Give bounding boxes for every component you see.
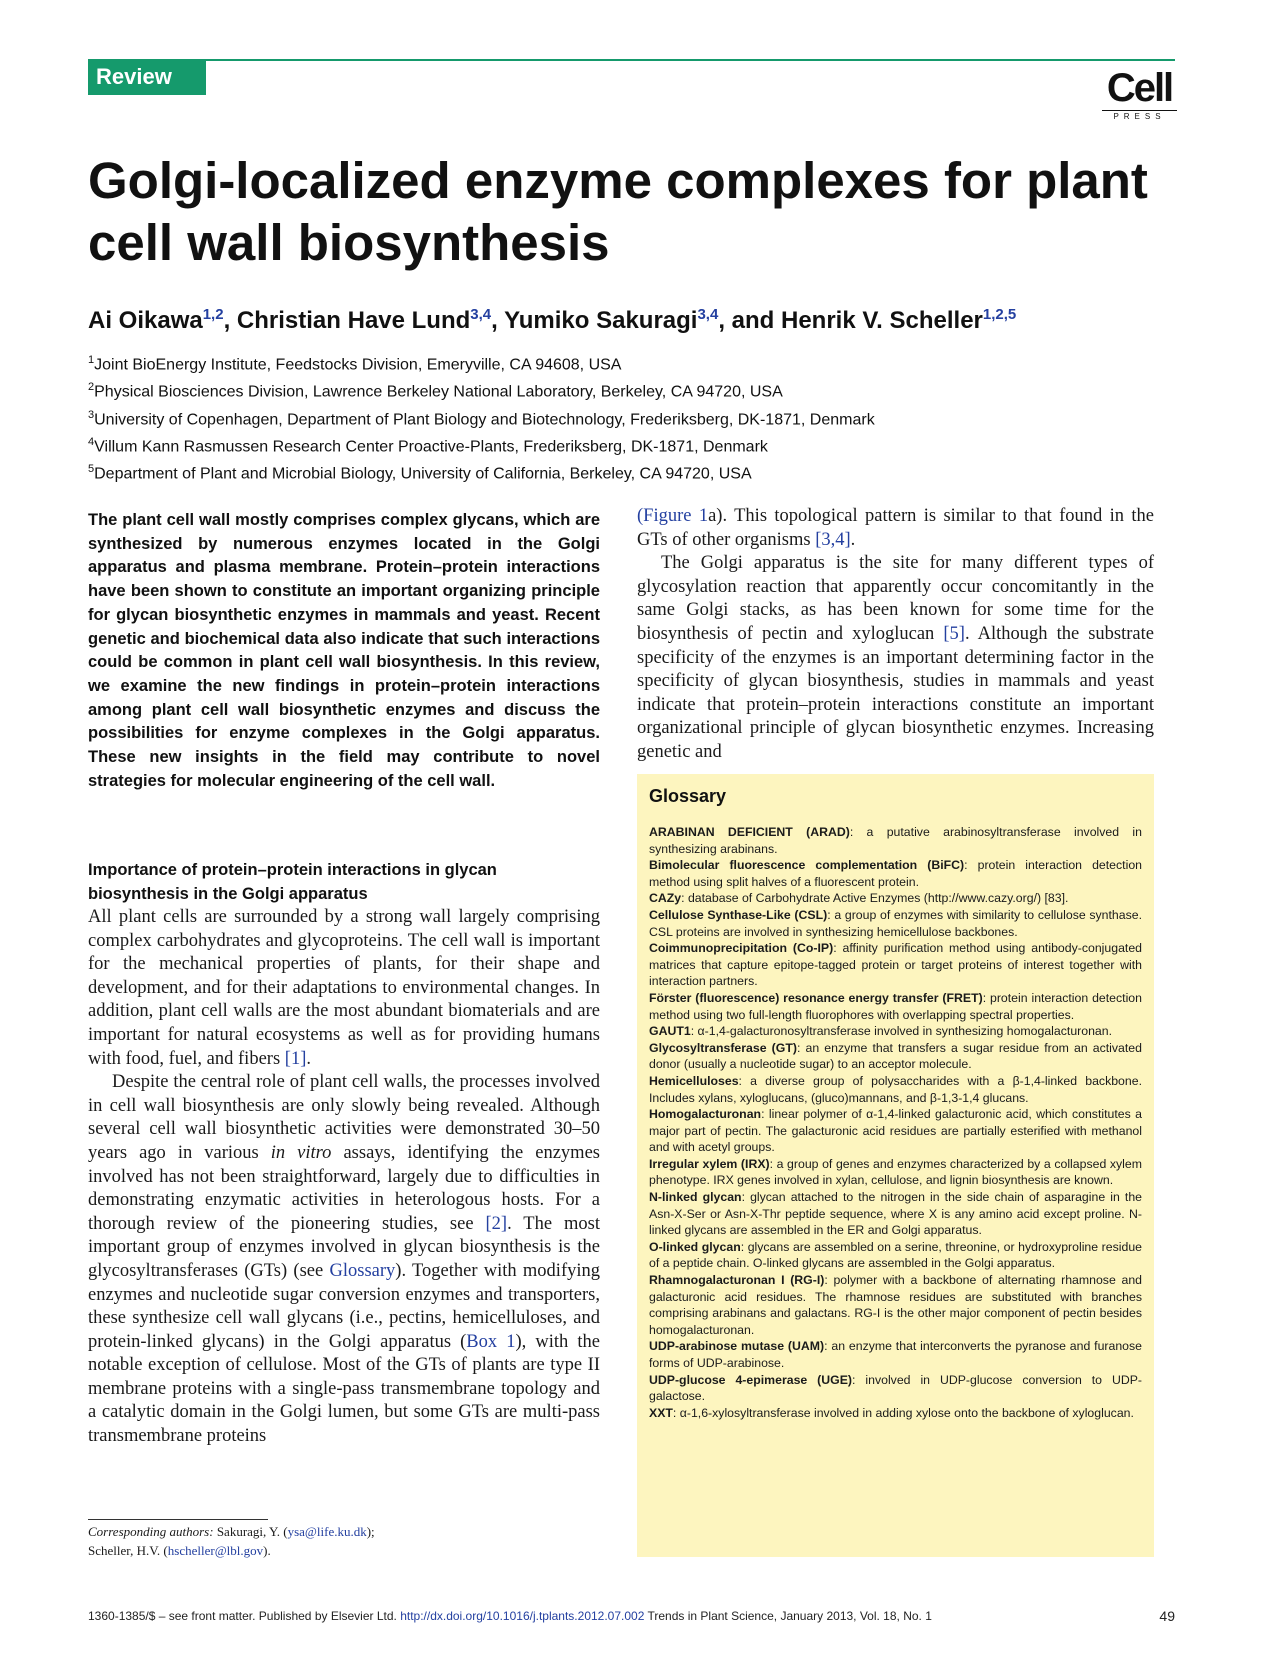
glossary-entry [649,1189,1142,1239]
affiliation [88,431,1188,458]
author-sep: , [223,307,237,334]
author-sep: , and [718,307,781,334]
glossary-entry [649,1073,1142,1106]
text: All plant cells are surrounded by a strong wall largely comprising complex carbohydrates and glycoproteins. The cell wall is important for the mechanical properties of plants, for their shape and development, and for their adaptations to environmental changes. In addition, plant cell walls are the most abundant biomaterials and are important for natural ecosystems as well as for providing humans with food, fuel, and fibers [88,907,600,1069]
author: Yumiko Sakuragi [504,307,698,334]
glossary-def: : a diverse group of polysaccharides with a β-1,4-linked backbone. Includes xylans, xyloglucans, (gluco)mannans, and β-1,3-1,4 glucans. [649,1073,1142,1105]
glossary-def: : linear polymer of α-1,4-linked galacturonic acid, which constitutes a major part of pectin. The galacturonic acid residues are partially esterified with methanol and with acetyl groups. [649,1107,1142,1155]
text: . The most important group of enzymes involved in glycan biosynthesis is the glycosyltransferases (GTs) (see [88,1213,600,1281]
text: The Golgi apparatus is the site for many different types of glycosylation reaction that apparently occur concomitantly in the same Golgi stacks, as has been known for some time for the biosynthesis of pectin and xyloglucan [637,553,1154,644]
glossary-term: Bimolecular fluorescence complementation (BiFC) [649,858,965,873]
glossary-def: : an enzyme that interconverts the pyranose and furanose forms of UDP-arabinose. [649,1339,1143,1370]
glossary-entry [649,1156,1142,1189]
glossary-def: : a putative arabinosyltransferase involved in synthesizing arabinans. [649,825,1142,856]
glossary-term: XXT [649,1405,673,1420]
box-link[interactable]: Box 1 [466,1331,516,1352]
glossary-entry [649,1272,1142,1338]
text: ). Together with modifying enzymes and nucleotide sugar conversion enzymes and transporters, these synthesize cell wall glycans (i.e., pectins, hemicelluloses, and protein-linked glycans) in the Golgi apparatus ( [88,1260,600,1352]
paragraph [637,505,1154,552]
header-rule [88,59,1175,61]
section-heading: Importance of protein–protein interactions in glycan biosynthesis in the Golgi apparatus [88,861,497,903]
glossary-def: : a group of genes and enzymes characterized by a collapsed xylem phenotype. IRX genes involved in xylan, cellulose, and lignin biosynthesis are known. [649,1156,1142,1188]
glossary-def: : α-1,6-xylosyltransferase involved in adding xylose onto the backbone of xyloglucan. [672,1405,1134,1420]
affiliation-text: Department of Plant and Microbial Biology, University of California, Berkeley, CA 94720, USA [94,465,752,483]
glossary-def: : database of Carbohydrate Active Enzymes (http://www.cazy.org/) [83]. [681,891,1069,906]
ref-link[interactable]: [1] [284,1048,307,1069]
affiliation [88,458,1188,485]
article-title: Golgi-localized enzyme complexes for plant cell wall biosynthesis [88,152,1148,271]
glossary-def: : affinity purification method using antibody-conjugated matrices that capture epitope-tagged protein or target proteins of interest together with interaction partners. [649,941,1142,989]
glossary-def: : α-1,4-galacturonosyltransferase involved in synthesizing homogalacturonan. [690,1024,1113,1039]
ref-link[interactable]: [5] [943,623,965,644]
footnote-rule [88,1519,268,1520]
glossary-entry [649,1023,1142,1040]
glossary-def: : glycans are assembled on a serine, threonine, or hydroxyproline residue of a peptide chain. O-linked glycans are assembled in the Golgi apparatus. [649,1239,1142,1271]
text: Sakuragi, Y. ( [213,1524,288,1539]
glossary-entry [649,1338,1142,1371]
glossary-term: Coimmunoprecipitation (Co-IP) [649,941,834,956]
glossary-term: CAZy [649,891,682,906]
doi-link[interactable]: http://dx.doi.org/10.1016/j.tplants.2012.07.002 [400,1609,645,1623]
glossary-entry [649,1106,1142,1156]
footer-journal: Trends in Plant Science, January 2013, Vol. 18, No. 1 [644,1609,932,1623]
glossary-def: : an enzyme that transfers a sugar residue from an activated donor (usually a nucleotide sugar) to an acceptor molecule. [649,1040,1142,1072]
footnote [88,1522,608,1560]
email-link[interactable]: hscheller@lbl.gov [167,1543,264,1558]
paragraph [88,906,600,1071]
glossary-def: : involved in UDP-glucose conversion to UDP-galactose. [649,1372,1142,1404]
glossary-term: UDP-glucose 4-epimerase (UGE) [649,1372,853,1387]
glossary-term: ARABINAN DEFICIENT (ARAD) [649,825,850,839]
glossary-entry [649,890,1142,907]
glossary-def: : glycan attached to the nitrogen in the side chain of asparagine in the Asn-X-Ser or Asn-X-Thr peptide sequence, where X is any amino acid except proline. N-linked glycans are assembled in the ER and Golgi apparatus. [649,1190,1142,1238]
glossary-entry [649,1405,1142,1422]
text: . Although the substrate specificity of the enzymes is an important determining factor in the specificity of glycan biosynthesis, studies in mammals and yeast indicate that protein–protein interactions constitute an important organizational principle of glycan biosynthetic enzymes. Increasing genetic and [637,623,1154,762]
affiliation-text: Joint BioEnergy Institute, Feedstocks Division, Emeryville, CA 94608, USA [94,356,622,374]
author-affil-sup: 1,2 [202,306,224,323]
glossary-term: Hemicelluloses [649,1073,739,1088]
author: Christian Have Lund [236,307,471,334]
glossary-entry [649,940,1142,990]
ref-link[interactable]: [3,4] [815,529,851,550]
glossary-entry [649,907,1142,940]
affiliation-text: Physical Biosciences Division, Lawrence Berkeley National Laboratory, Berkeley, CA 94720, USA [94,383,783,401]
glossary-term: N-linked glycan [649,1190,742,1205]
logo-press: PRESS [1102,110,1177,121]
affiliation-list [88,349,1188,486]
glossary-entry [649,1372,1142,1405]
email-link[interactable]: ysa@life.ku.dk [287,1524,367,1539]
glossary-title: Glossary [649,786,727,806]
author-sep: , [491,307,505,334]
glossary-def: : protein interaction detection method using two full-length fluorophores with overlapping spectral properties. [649,990,1142,1022]
affiliation-text: University of Copenhagen, Department of Plant Biology and Biotechnology, Frederiksberg, DK-1871, Denmark [94,410,875,428]
affiliation-num: 5 [88,463,95,476]
glossary-entry [649,1239,1142,1272]
text: ), with the notable exception of cellulose. Most of the GTs of plants are type II membrane proteins with a single-pass transmembrane topology and a catalytic domain in the Golgi lumen, but some GTs are multi-pass transmembrane proteins [88,1331,600,1447]
footnote-label: Corresponding authors: [88,1524,214,1539]
glossary-def: : protein interaction detection method using split halves of a fluorescent protein. [649,858,1142,889]
author-affil-sup: 3,4 [470,306,492,323]
glossary-entry [649,857,1142,890]
glossary-link[interactable]: Glossary [329,1260,396,1281]
affiliation [88,376,1188,403]
figure-link[interactable]: (Figure 1 [637,506,709,526]
text: ); [366,1524,375,1539]
affiliation-text: Villum Kann Rasmussen Research Center Proactive-Plants, Frederiksberg, DK-1871, Denmark [94,438,768,456]
text: Scheller, H.V. ( [88,1543,168,1558]
glossary-entry [649,1040,1142,1073]
author: Ai Oikawa [88,307,203,334]
author-list [88,299,1188,337]
page-number: 49 [1159,1608,1175,1624]
page-footer [88,1608,1175,1624]
glossary-term: O-linked glycan [649,1239,741,1254]
footnote-line [88,1522,608,1541]
glossary-term: GAUT1 [649,1024,691,1039]
affiliation-num: 4 [88,435,95,448]
glossary-term: UDP-arabinose mutase (UAM) [649,1339,825,1354]
text: Despite the central role of plant cell walls, the processes involved in cell wall biosynthesis are only slowly being revealed. Although several cell wall biosynthetic activities were demonstrated 30–50 years ago in various [88,1072,600,1163]
text: assays, identifying the enzymes involved has not been straightforward, largely due to difficulties in demonstrating enzymatic activities in heterologous hosts. For a thorough review of the pioneering studies, see [88,1142,600,1234]
text: a). This topological pattern is similar to that found in the GTs of other organisms [637,506,1154,550]
author: Henrik V. Scheller [781,307,983,334]
review-tag: Review [88,59,206,95]
italic-text: in vitro [270,1142,332,1163]
glossary-term: Glycosyltransferase (GT) [649,1040,797,1055]
paragraph [637,552,1154,764]
glossary-term: Förster (fluorescence) resonance energy transfer (FRET) [649,990,983,1005]
affiliation [88,349,1188,376]
affiliation-num: 2 [88,381,95,394]
affiliation [88,404,1188,431]
glossary-term: Homogalacturonan [649,1107,762,1122]
affiliation-num: 3 [88,408,95,421]
ref-link[interactable]: [2] [485,1213,508,1234]
logo-word: Cell [1106,66,1173,110]
text: ). [263,1543,271,1558]
affiliation-num: 1 [88,354,95,366]
glossary-box [637,774,1154,1557]
glossary-term: Rhamnogalacturonan I (RG-I) [649,1273,825,1288]
author-affil-sup: 3,4 [697,306,719,323]
glossary-term: Irregular xylem (IRX) [649,1156,770,1171]
footnote-line [88,1541,608,1560]
text: . [306,1048,311,1069]
body-column-left [88,906,600,1449]
text: . [850,529,856,550]
footer-text: 1360-1385/$ – see front matter. Published by Elsevier Ltd. [88,1609,401,1623]
body-column-right [637,505,1154,765]
abstract: The plant cell wall mostly comprises complex glycans, which are synthesized by numerous enzymes located in the Golgi apparatus and plasma membrane. Protein–protein interactions have been shown to constitute an important organizing principle for glycan biosynthetic enzymes in mammals and yeast. Recent genetic and biochemical data also indicate that such interactions could be common in plant cell wall biosynthesis. In this review, we examine the new findings in protein–protein interactions among plant cell wall biosynthetic enzymes and discuss the possibilities for enzyme complexes in the Golgi apparatus. These new insights in the field may contribute to novel strategies for molecular engineering of the cell wall. [88,511,600,790]
author-affil-sup: 1,2,5 [982,306,1017,323]
glossary-def: : polymer with a backbone of alternating rhamnose and galacturonic acid residues. The rhamnose residues are substituted with branches comprising arabinans and galactans. RG-I is the other major component of pectin besides homogalacturonan. [649,1273,1142,1337]
glossary-entry [649,824,1142,857]
paragraph [88,1071,600,1449]
glossary-term: Cellulose Synthase-Like (CSL) [649,907,828,922]
glossary-entry [649,990,1142,1023]
glossary-def: : a group of enzymes with similarity to cellulose synthase. CSL proteins are involved in synthesizing hemicellulose backbones. [649,907,1143,939]
cell-press-logo [1102,68,1177,121]
